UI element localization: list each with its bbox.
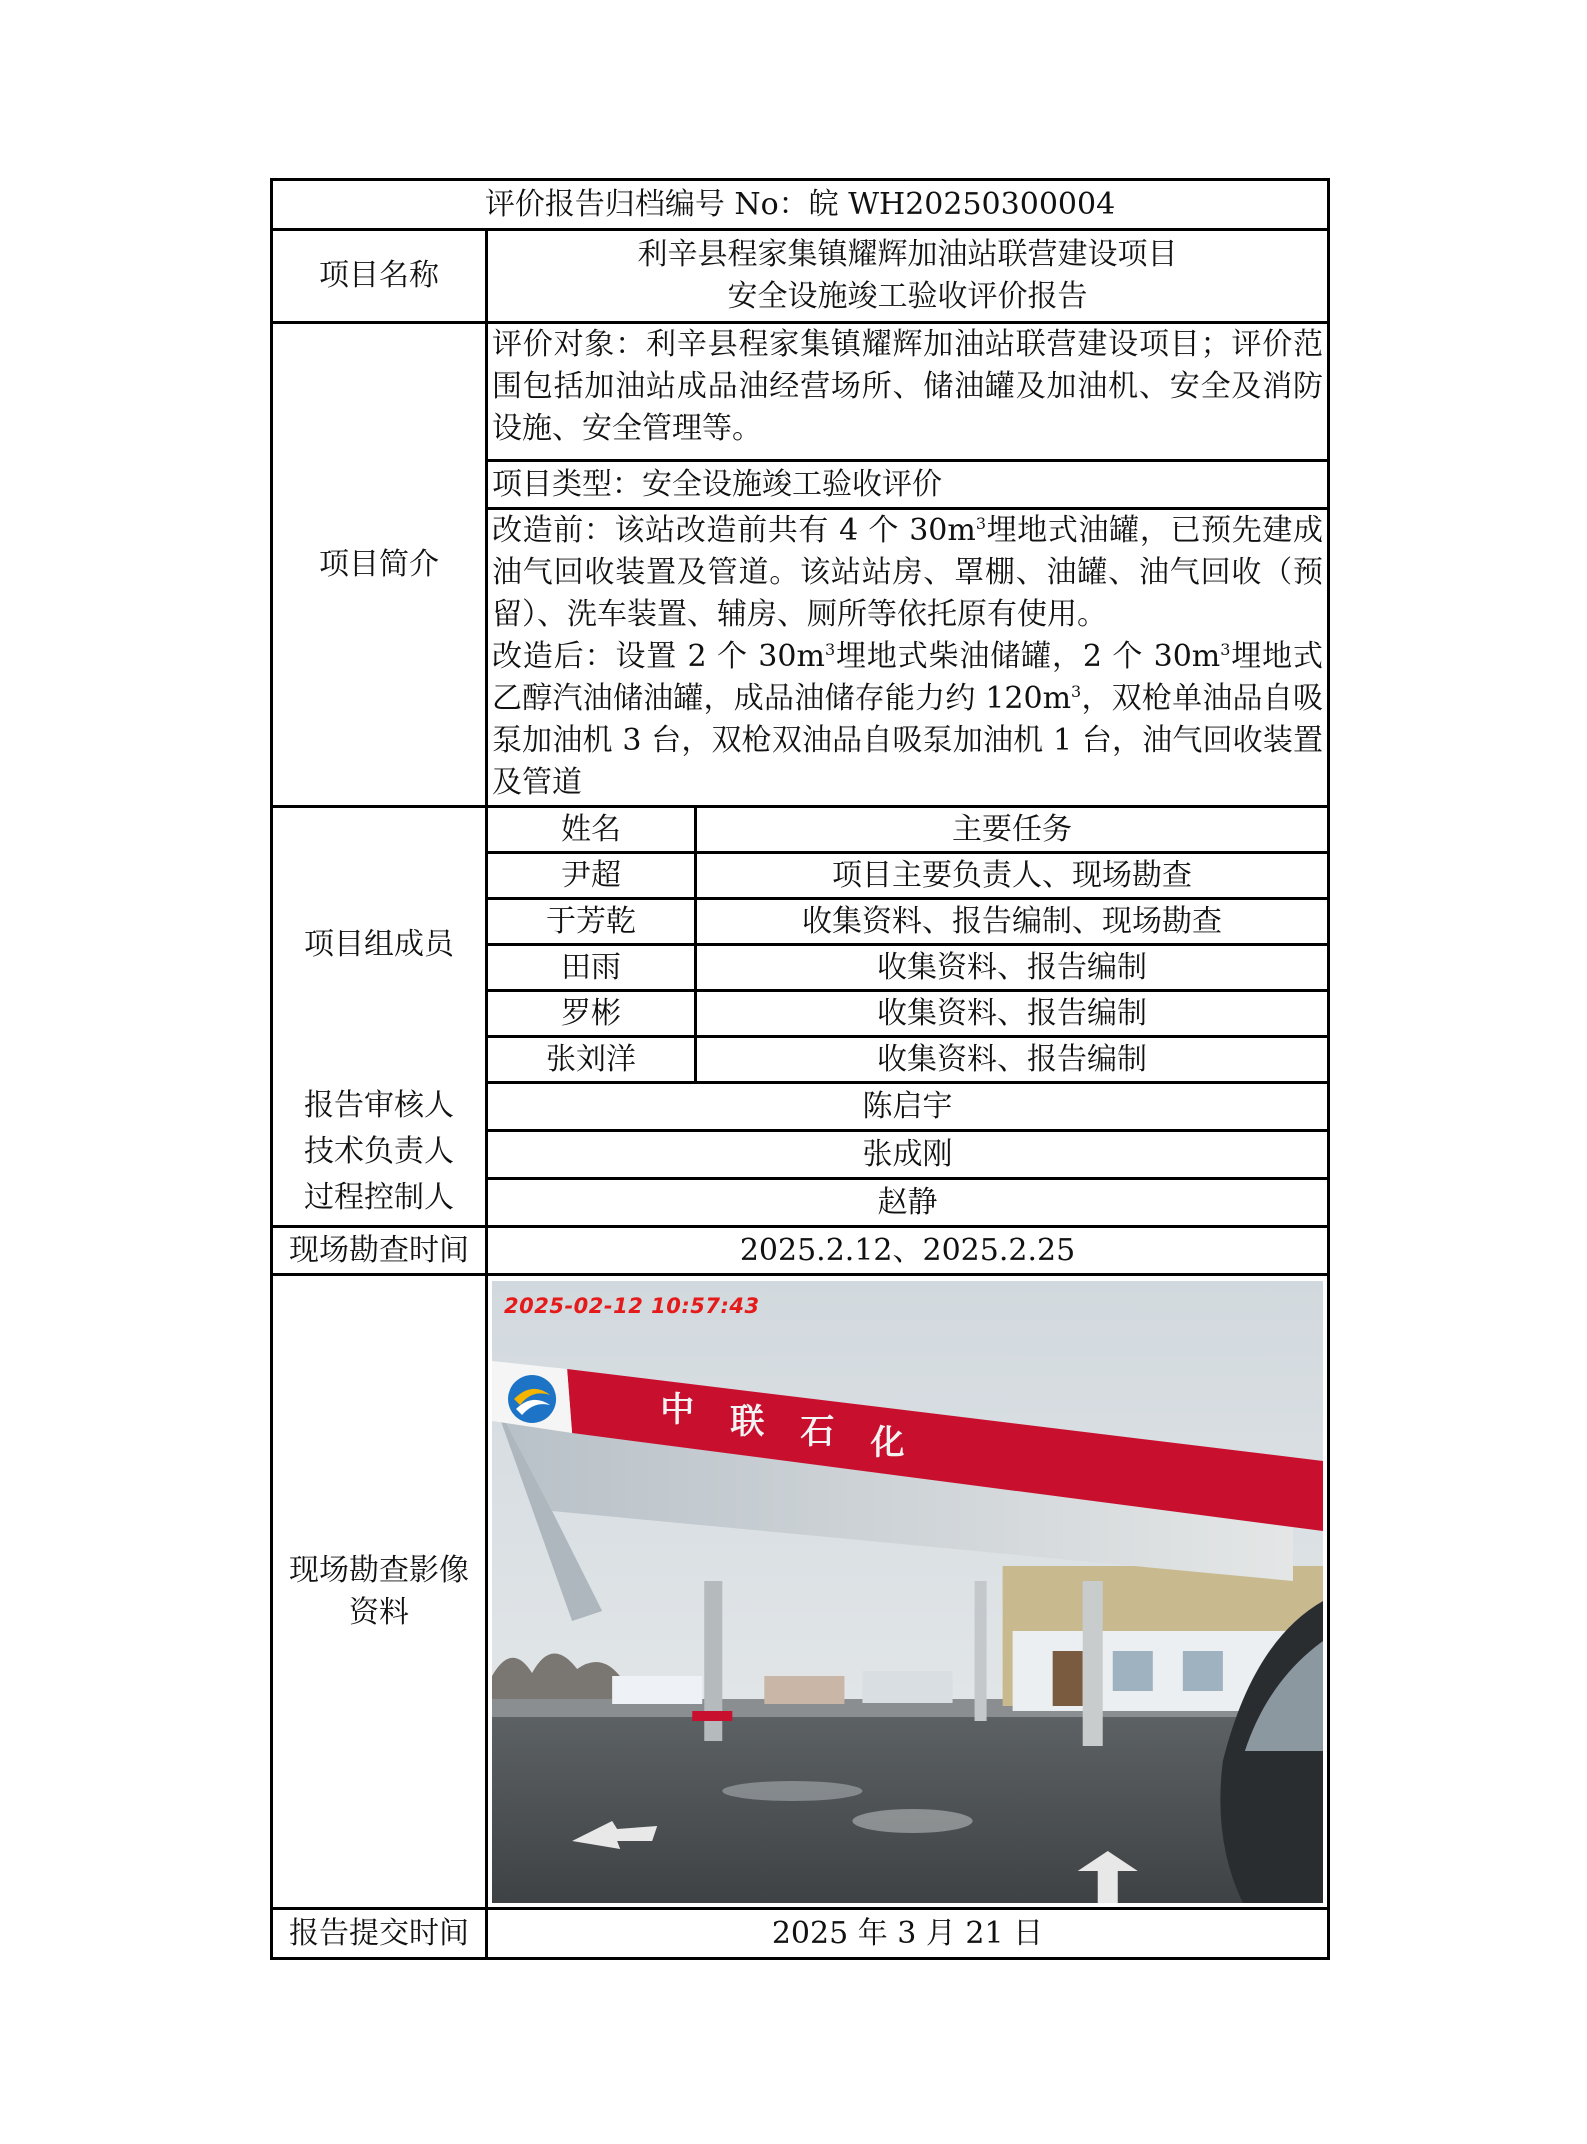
intro-scope: 评价对象：利辛县程家集镇耀辉加油站联营建设项目；评价范围包括加油站成品油经营场所、储油罐及加油机、安全及消防设施、安全管理等。 — [487, 323, 1329, 461]
role-label-technical: 技术负责人 — [304, 1134, 454, 1169]
gas-station-image — [492, 1281, 1323, 1903]
project-name-line2: 安全设施竣工验收评价报告 — [727, 279, 1088, 314]
project-name-label: 项目名称 — [272, 230, 487, 323]
member-name: 于芳乾 — [487, 899, 696, 945]
member-task: 项目主要负责人、现场勘查 — [696, 853, 1329, 899]
member-task: 收集资料、报告编制 — [696, 991, 1329, 1037]
canopy-char: 中 — [660, 1389, 695, 1430]
member-name: 张刘洋 — [487, 1037, 696, 1083]
survey-time-value: 2025.2.12、2025.2.25 — [487, 1227, 1329, 1275]
photo-label: 现场勘查影像 资料 — [272, 1275, 487, 1909]
photo-timestamp: 2025-02-12 10:57:43 — [504, 1293, 760, 1318]
report-cover-table — [270, 178, 1327, 1960]
intro-label: 项目简介 — [272, 323, 487, 807]
intro-details — [487, 509, 1329, 807]
intro-before: 改造前：该站改造前共有 4 个 $30m^3$埋地式油罐，已预先建成油气回收装置及管道。该站站房、罩棚、油罐、油气回收（预留）、洗车装置、辅房、厕所等依托原有使用。 — [492, 513, 1323, 632]
site-photo — [492, 1281, 1323, 1903]
member-task: 收集资料、报告编制 — [696, 1037, 1329, 1083]
role-label-process: 过程控制人 — [304, 1180, 454, 1215]
members-label: 项目组成员 — [272, 807, 487, 1083]
members-col-name: 姓名 — [487, 807, 696, 853]
submit-time-value: 2025 年 3 月 21 日 — [487, 1909, 1329, 1959]
member-name: 罗彬 — [487, 991, 696, 1037]
member-name: 田雨 — [487, 945, 696, 991]
project-name-line1: 利辛县程家集镇耀辉加油站联营建设项目 — [637, 237, 1178, 272]
submit-time-label: 报告提交时间 — [272, 1909, 487, 1959]
member-name: 尹超 — [487, 853, 696, 899]
intro-type: 项目类型：安全设施竣工验收评价 — [487, 461, 1329, 509]
project-name-value — [487, 230, 1329, 323]
archive-number: 评价报告归档编号 No：皖 WH20250300004 — [272, 180, 1329, 230]
role-value-process: 赵静 — [487, 1179, 1329, 1227]
intro-after: 改造后：设置 2 个 $30m^3$埋地式柴油储罐，2 个 $30m^3$埋地式乙醇汽油储油罐，成品油储存能力约 $120m^3$，双枪单油品自吸泵加油机 3 台，双枪双油品自吸泵加油机 1 台，油气回收装置及管道 — [492, 639, 1324, 800]
survey-time-label: 现场勘查时间 — [272, 1227, 487, 1275]
role-value-technical: 张成刚 — [487, 1131, 1329, 1179]
roles-label-cell — [272, 1083, 487, 1227]
canopy-char: 石 — [800, 1411, 835, 1452]
role-value-reviewer: 陈启宇 — [487, 1083, 1329, 1131]
member-task: 收集资料、报告编制、现场勘查 — [696, 899, 1329, 945]
canopy-char: 联 — [730, 1401, 765, 1442]
site-photo-cell — [487, 1275, 1329, 1909]
canopy-char: 化 — [870, 1422, 905, 1463]
member-task: 收集资料、报告编制 — [696, 945, 1329, 991]
members-col-task: 主要任务 — [696, 807, 1329, 853]
role-label-reviewer: 报告审核人 — [304, 1088, 454, 1123]
